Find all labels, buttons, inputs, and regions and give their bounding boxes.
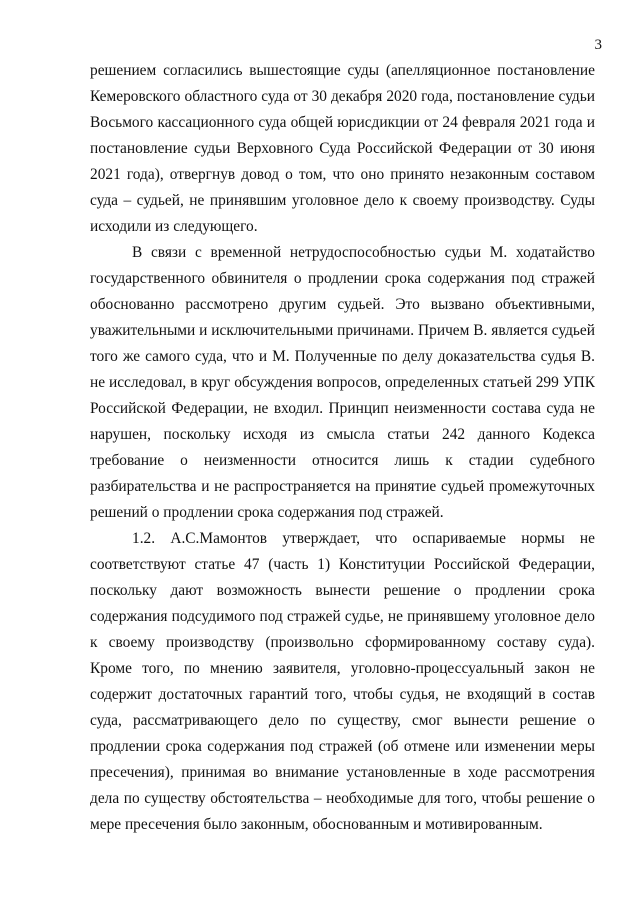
page-number: 3: [594, 37, 602, 53]
paragraph-continuation: решением согласились вышестоящие суды (апелляционное постановление Кемеровского областного суда от 30 декабря 2020 года, постановление судьи Восьмого кассационного суда общей юрисдикции от 24 февраля 2021 года и постановление судьи Верховного Суда Российской Федерации от 30 июня 2021 года), отвергнув довод о том, что оно принято незаконным составом суда – судьей, не принявшим уголовное дело к своему производству. Суды исходили из следующего.: [90, 62, 595, 235]
paragraph-section-1-2: 1.2. А.С.Мамонтов утверждает, что оспариваемые нормы не соответствуют статье 47 (часть 1) Конституции Российской Федерации, поскольку дают возможность вынести решение о продлении срока содержания подсудимого под стражей судье, не принявшему уголовное дело к своему производству (произвольно сформированному составу суда). Кроме того, по мнению заявителя, уголовно-процессуальный закон не содержит достаточных гарантий того, чтобы судья, не входящий в состав суда, рассматривающего дело по существу, смог вынести решение о продлении срока содержания под стражей (об отмене или изменении меры пресечения), принимая во внимание установленные в ходе рассмотрения дела по существу обстоятельства – необходимые для того, чтобы решение о мере пресечения было законным, обоснованным и мотивированным.: [90, 530, 595, 833]
document-body: [90, 58, 595, 838]
paragraph-courts-reasoning: В связи с временной нетрудоспособностью судьи М. ходатайство государственного обвинителя о продлении срока содержания под стражей обоснованно рассмотрено другим судьей. Это вызвано объективными, уважительными и исключительными причинами. Причем В. является судьей того же самого суда, что и М. Полученные по делу доказательства судья В. не исследовал, в круг обсуждения вопросов, определенных статьей 299 УПК Российской Федерации, не входил. Принцип неизменности состава суда не нарушен, поскольку исходя из смысла статьи 242 данного Кодекса требование о неизменности относится лишь к стадии судебного разбирательства и не распространяется на принятие судьей промежуточных решений о продлении срока содержания под стражей.: [90, 244, 595, 521]
